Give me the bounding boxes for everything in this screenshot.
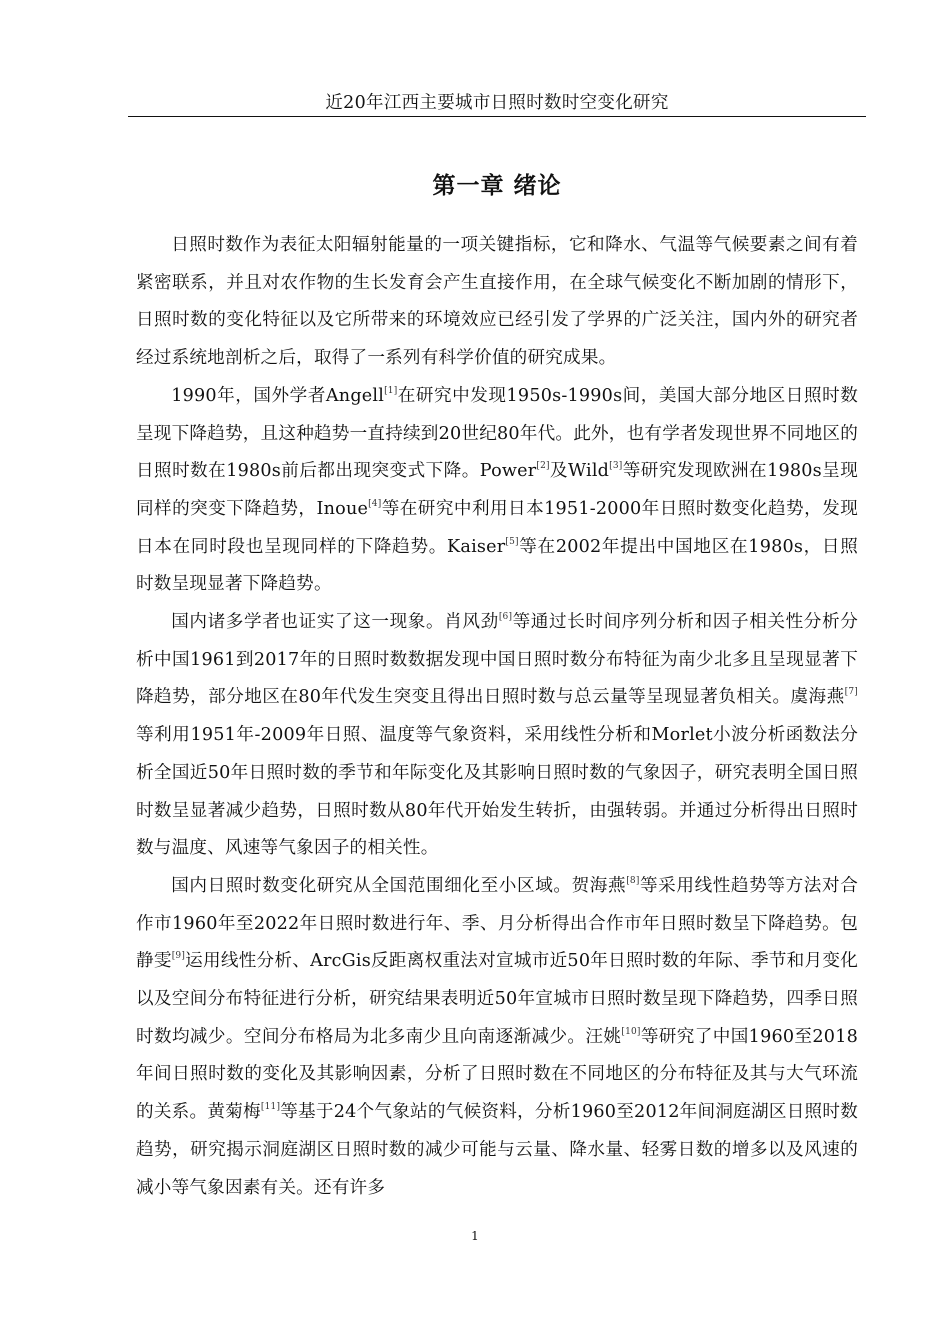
text-run: 日照时数作为表征太阳辐射能量的一项关键指标，它和降水、气温等气候要素之间有着紧密联系，并且对农作物的生长发育会产生直接作用，在全球气候变化不断加剧的情形下，日照时数的变化特征以及它所带来的环境效应已经引发了学界的广泛关注，国内外的研究者经过系统地剖析之后，取得了一系列有科学价值的研究成果。 (136, 235, 858, 369)
text-run: 等在2002年提出中国地区在1980s，日照时数呈现显著下降趋势。 (136, 536, 858, 595)
text-run: 等研究了中国1960至2018年间日照时数的变化及其影响因素，分析了日照时数在不同地区的分布特征及其与大气环流的关系。黄菊梅 (136, 1026, 858, 1123)
text-run: 等通过长时间序列分析和因子相关性分析分析中国1961到2017年的日照时数数据发现中国日照时数分布特征为南少北多且呈现显著下降趋势，部分地区在80年代发生突变且得出日照时数与总云量等呈现显著负相关。虞海燕 (136, 612, 858, 708)
citation-ref[interactable]: [10] (621, 1026, 641, 1037)
citation-ref[interactable]: [1] (384, 385, 398, 396)
text-run: 及Wild (549, 461, 610, 482)
text-run: 在研究中发现1950s-1990s间，美国大部分地区日照时数呈现下降趋势，且这种趋势一直持续到20世纪80年代。此外，也有学者发现世界不同地区的日照时数在1980s前后都出现突变式下降。Power (136, 385, 858, 482)
citation-ref[interactable]: [9] (171, 951, 186, 962)
page-number: 1 (471, 1229, 479, 1243)
text-run: 等在研究中利用日本1951-2000年日照时数变化趋势，发现日本在同时段也呈现同样的下降趋势。Kaiser (136, 498, 858, 557)
text-run: 国内日照时数变化研究从全国范围细化至小区域。贺海燕 (171, 875, 627, 896)
text-run: 1990年，国外学者Angell (171, 385, 385, 406)
citation-ref[interactable]: [2] (536, 461, 550, 472)
citation-ref[interactable]: [11] (260, 1102, 281, 1113)
citation-ref[interactable]: [8] (626, 875, 640, 886)
chapter-title: 第一章 绪论 (432, 173, 562, 199)
text-run: 运用线性分析、ArcGis反距离权重法对宣城市近50年日照时数的年际、季节和月变化以及空间分布特征进行分析，研究结果表明近50年宣城市日照时数呈现下降趋势，四季日照时数均减少。空间分布格局为北多南少且向南逐渐减少。汪姚 (136, 951, 858, 1047)
paragraph-2 (136, 378, 858, 604)
text-run: 等采用线性趋势等方法对合作市1960年至2022年日照时数进行年、季、月分析得出合作市年日照时数呈下降趋势。包静雯 (136, 875, 858, 972)
header-divider (128, 116, 866, 117)
text-run: 等研究发现欧洲在1980s呈现同样的突变下降趋势，Inoue (136, 461, 858, 519)
running-header: 近20年江西主要城市日照时数时空变化研究 (325, 93, 669, 113)
paragraph-4 (136, 868, 858, 1207)
paragraph-1 (136, 227, 858, 378)
text-run: 等利用1951年-2009年日照、温度等气象资料，采用线性分析和Morlet小波分析函数法分析全国近50年日照时数的季节和年际变化及其影响日照时数的气象因子，研究表明全国日照时数呈显著减少趋势，日照时数从80年代开始发生转折，由强转弱。并通过分析得出日照时数与温度、风速等气象因子的相关性。 (136, 725, 858, 859)
citation-ref[interactable]: [3] (609, 461, 623, 472)
paragraph-3 (136, 604, 858, 868)
body-text (136, 227, 858, 1207)
text-run: 国内诸多学者也证实了这一现象。肖风劲 (171, 612, 499, 633)
citation-ref[interactable]: [5] (505, 536, 519, 547)
citation-ref[interactable]: [4] (368, 498, 382, 509)
text-run: 等基于24个气象站的气候资料，分析1960至2012年间洞庭湖区日照时数趋势，研究揭示洞庭湖区日照时数的减少可能与云量、降水量、轻雾日数的增多以及风速的减小等气象因素有关。还有许多 (136, 1102, 859, 1198)
citation-ref[interactable]: [7] (844, 687, 858, 698)
citation-ref[interactable]: [6] (498, 612, 513, 623)
